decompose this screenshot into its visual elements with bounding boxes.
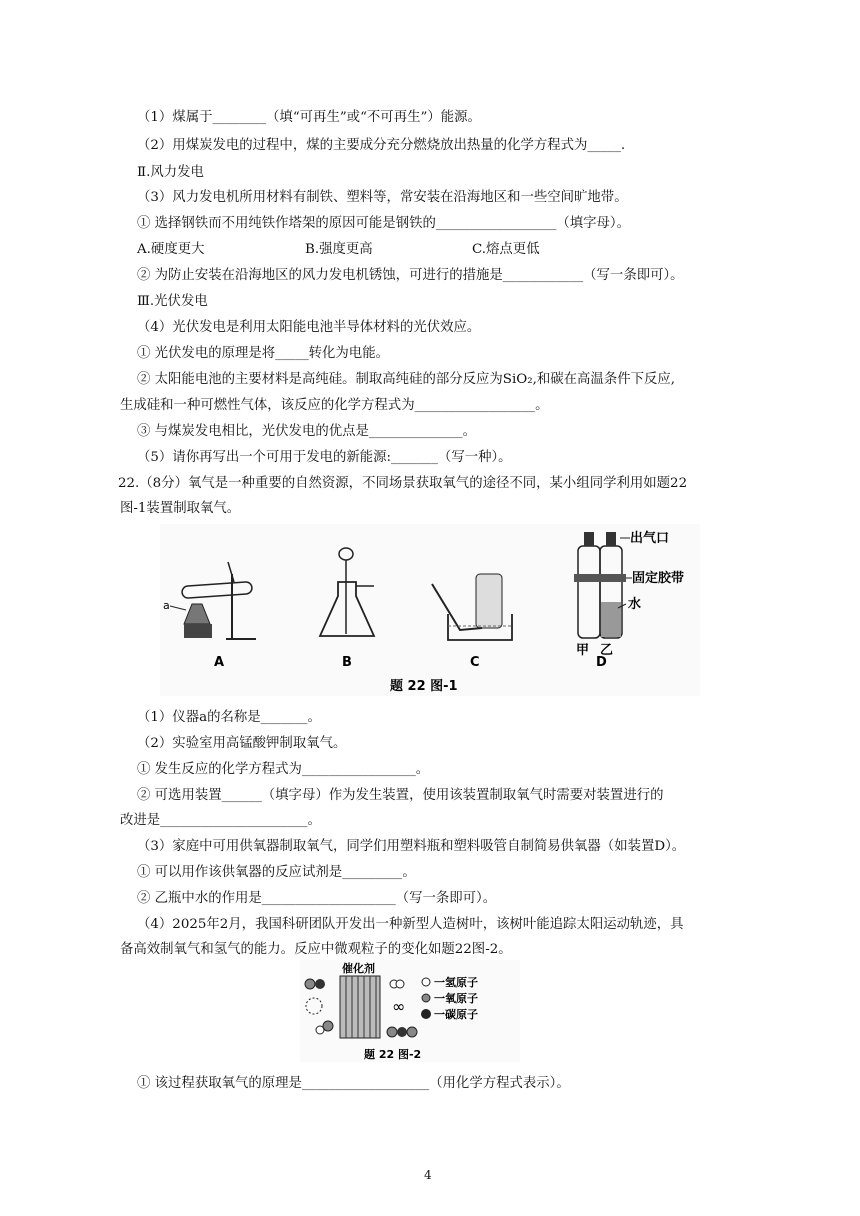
q22-stem: 22.（8分）氧气是一种重要的自然资源，不同场景获取氧气的途径不同，某小组同学利用如题22 [118, 476, 688, 491]
q22-part4-1: ① 该过程获取氧气的原理是___________________（用化学方程式表示）。 [137, 1076, 570, 1091]
q22-part4: （4）2025年2月，我国科研团队开发出一种新型人造树叶，该树叶能追踪太阳运动轨迹，具 [137, 917, 684, 932]
figure-22-1 [160, 524, 700, 696]
q21-part3-1: ① 选择钢铁而不用纯铁作塔架的原因可能是钢铁的__________________（填字母）。 [137, 216, 631, 231]
q22-part3-2: ② 乙瓶中水的作用是____________________（写一条即可）。 [137, 891, 497, 906]
q21-part4-3: ③ 与煤炭发电相比，光伏发电的优点是______________。 [137, 424, 477, 439]
svg-text:∞: ∞ [392, 997, 406, 1016]
q21-part1: （1）煤属于________（填“可再生”或“不可再生”）能源。 [137, 110, 481, 125]
q21-part4: （4）光伏发电是利用太阳能电池半导体材料的光伏效应。 [137, 320, 481, 335]
q21-part4-2: ② 太阳能电池的主要材料是高纯硅。制取高纯硅的部分反应为SiO₂,和碳在高温条件下反应, [137, 372, 676, 387]
q22-part1: （1）仪器a的名称是_______。 [137, 710, 321, 725]
q22-part3-1: ① 可以用作该供氧器的反应试剂是_________。 [137, 865, 416, 880]
q22-part2-2-cont: 改进是______________________。 [120, 813, 321, 828]
label-B: B [342, 655, 352, 670]
q21-part3-2: ② 为防止安装在沿海地区的风力发电机锈蚀，可进行的措施是____________（写一条即可）。 [137, 268, 684, 283]
q22-part4-cont: 备高效制氧气和氢气的能力。反应中微观粒子的变化如题22图-2。 [120, 942, 512, 957]
q21-part2: （2）用煤炭发电的过程中，煤的主要成分充分燃烧放出热量的化学方程式为_____. [137, 138, 626, 153]
label-D: D [596, 655, 607, 670]
catalyst-label: 催化剂 [342, 962, 375, 975]
page-number: 4 [424, 1168, 432, 1182]
q21-part5: （5）请你再写出一个可用于发电的新能源:_______（写一种）。 [137, 450, 512, 465]
label-A: A [214, 655, 225, 670]
apparatus-diagram [160, 524, 700, 696]
q21-part3: （3）风力发电机所用材料有制铁、塑料等，常安装在沿海地区和一些空间旷地带。 [137, 190, 628, 205]
label-tape: 固定胶带 [632, 571, 685, 586]
q21-part4-1: ① 光伏发电的原理是将_____转化为电能。 [137, 346, 389, 361]
legend-hydrogen: 一氢原子 [434, 976, 478, 989]
q22-part3: （3）家庭中可用供氧器制取氧气，同学们用塑料瓶和塑料吸管自制简易供氧器（如装置D）。 [137, 839, 686, 854]
section-solar: Ⅲ.光伏发电 [137, 294, 208, 309]
option-a: A.硬度更大 [137, 242, 205, 257]
label-water: 水 [628, 597, 642, 612]
legend-oxygen: 一氧原子 [434, 992, 478, 1005]
option-b: B.强度更高 [305, 242, 373, 257]
label-yi: 乙 [600, 643, 614, 658]
figure-22-2 [300, 960, 520, 1062]
label-C: C [470, 655, 480, 670]
label-outlet: 出气口 [630, 531, 670, 546]
q22-part2-2: ② 可选用装置______（填字母）作为发生装置，使用该装置制取氧气时需要对装置进行的 [137, 788, 664, 803]
label-jia: 甲 [576, 643, 590, 658]
q21-part4-2-cont: 生成硅和一种可燃性气体，该反应的化学方程式为__________________。 [120, 398, 549, 413]
option-c: C.熔点更低 [472, 242, 540, 257]
figure1-caption: 题 22 图-1 [390, 679, 458, 694]
particle-diagram [300, 960, 520, 1062]
legend-carbon: 一碳原子 [434, 1008, 478, 1021]
label-a: a [163, 599, 170, 612]
section-wind: Ⅱ.风力发电 [137, 165, 204, 180]
figure2-caption: 题 22 图-2 [364, 1048, 422, 1061]
q22-stem-cont: 图-1装置制取氧气。 [120, 501, 241, 516]
q22-part2-1: ① 发生反应的化学方程式为_________________。 [137, 762, 430, 777]
q22-part2: （2）实验室用高锰酸钾制取氧气。 [137, 736, 347, 751]
